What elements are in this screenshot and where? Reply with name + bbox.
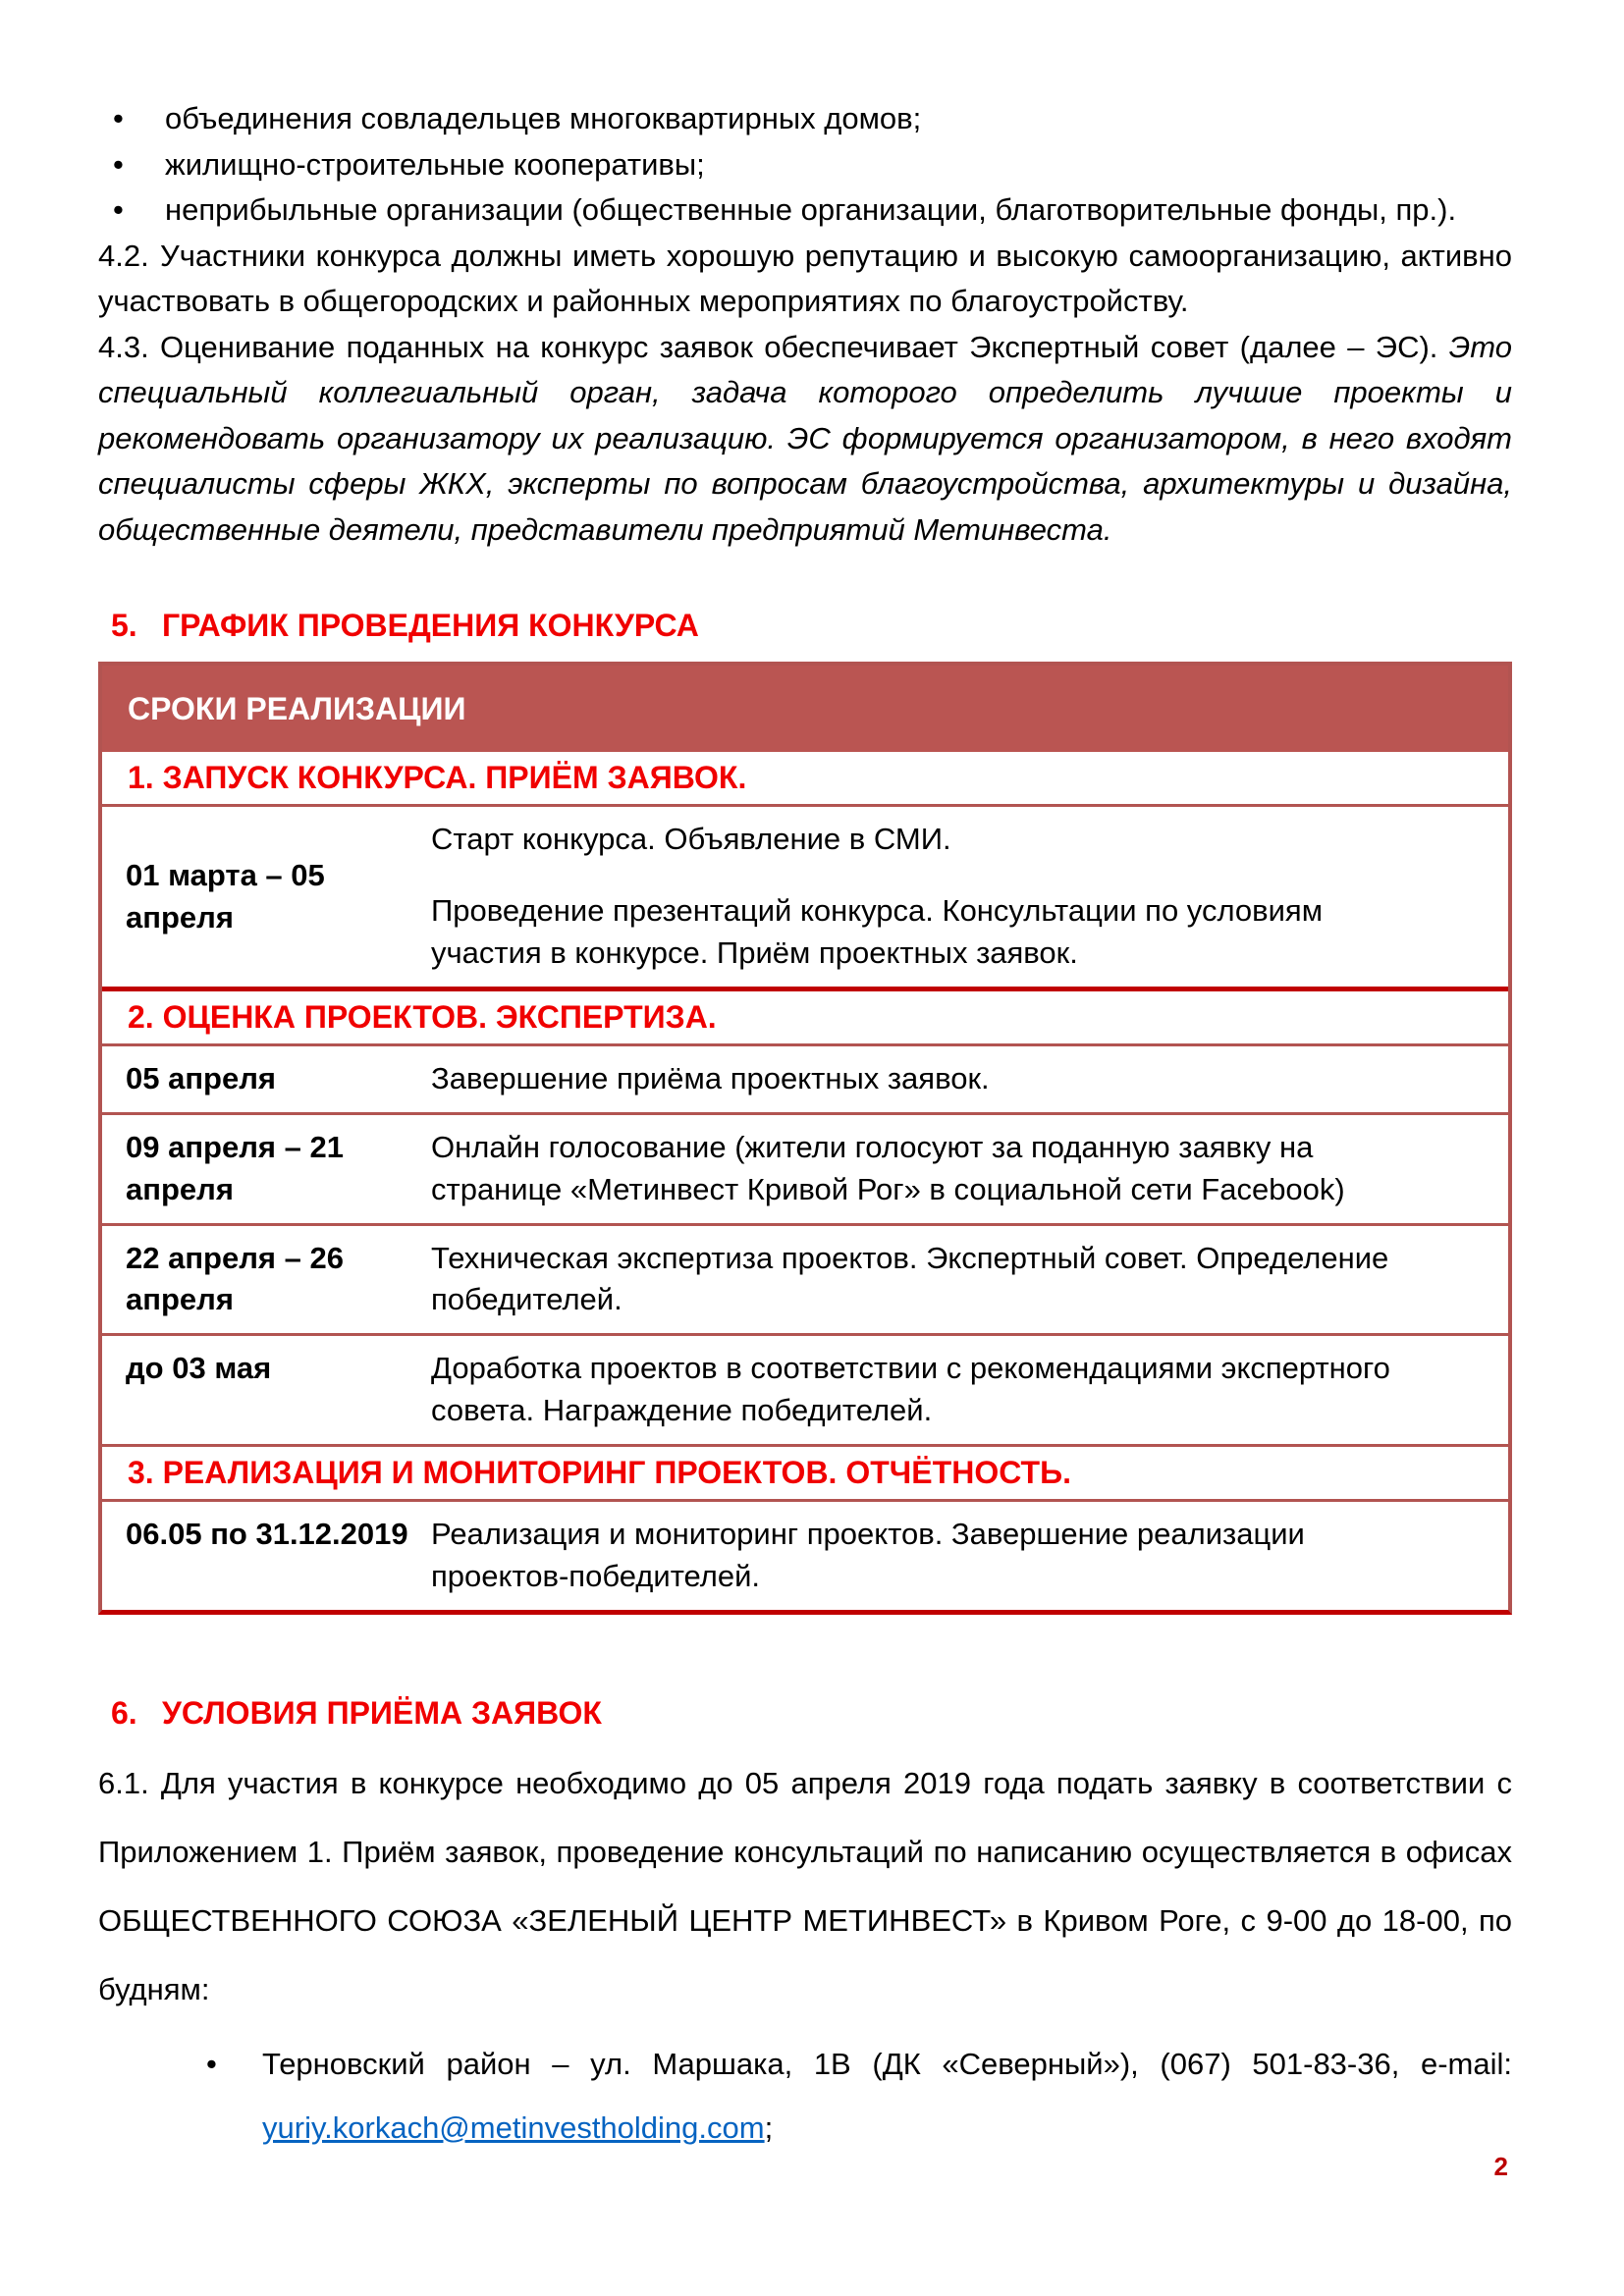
table-cell-text: Завершение приёма проектных заявок.: [431, 1061, 990, 1096]
table-section-label: 2. ОЦЕНКА ПРОЕКТОВ. ЭКСПЕРТИЗА.: [128, 998, 717, 1035]
list-item: [98, 96, 1512, 142]
paragraph-italic-text: Это специальный коллегиальный орган, задача которого определить лучшие проекты и рекомендовать организатору их реализацию. ЭС формируется организатором, в него входят специалисты сферы ЖКХ, эксперты по вопросам благоустройства, архитектуры и дизайна, общественные деятели, представители предприятий Метинвеста.: [98, 329, 1512, 547]
page-number: 2: [1493, 2152, 1508, 2181]
paragraph-text: Участники конкурса должны иметь хорошую репутацию и высокую самоорганизацию, активно участвовать в общегородских и районных мероприятиях по благоустройству.: [98, 238, 1512, 318]
section-title: ГРАФИК ПРОВЕДЕНИЯ КОНКУРСА: [162, 608, 699, 643]
list-item-text: объединения совладельцев многоквартирных домов;: [165, 101, 922, 135]
eligible-participants-list: [98, 96, 1512, 234]
paragraph-4-3: [98, 325, 1512, 554]
table-description-cell: [431, 1502, 1508, 1610]
schedule-table: [98, 662, 1512, 1615]
section-5-heading: [98, 604, 1512, 648]
table-date-cell: 22 апреля – 26 апреля: [126, 1240, 344, 1317]
table-row: [102, 1043, 1508, 1112]
table-row: [102, 1499, 1508, 1610]
table-cell-text: Онлайн голосование (жители голосуют за поданную заявку на странице «Метинвест Кривой Рог» в социальной сети Facebook): [431, 1130, 1345, 1206]
paragraph-4-2: [98, 234, 1512, 325]
paragraph-number: 4.3.: [98, 329, 149, 364]
list-item: [98, 142, 1512, 188]
table-description-cell: [431, 1115, 1508, 1223]
bullet-icon: •: [113, 101, 124, 135]
table-description-cell: [431, 1336, 1508, 1444]
table-row: [102, 1112, 1508, 1223]
section-title: УСЛОВИЯ ПРИЁМА ЗАЯВОК: [162, 1694, 602, 1731]
contact-suffix: ;: [764, 2109, 774, 2145]
table-date-cell: 05 апреля: [126, 1061, 277, 1096]
table-cell-text: Техническая экспертиза проектов. Экспертный совет. Определение победителей.: [431, 1240, 1389, 1317]
paragraph-text: Оценивание поданных на конкурс заявок обеспечивает Экспертный совет (далее – ЭС).: [160, 329, 1438, 364]
table-section-row-3: [102, 1444, 1508, 1500]
table-row: [102, 1223, 1508, 1334]
table-date-cell: 06.05 по 31.12.2019: [126, 1517, 408, 1552]
table-cell-text: Доработка проектов в соответствии с рекомендациями экспертного совета. Награждение победителей.: [431, 1351, 1390, 1427]
section-number: 5.: [111, 608, 137, 643]
table-date-cell: 09 апреля – 21 апреля: [126, 1130, 344, 1206]
table-cell-text: Реализация и мониторинг проектов. Завершение реализации проектов-победителей.: [431, 1517, 1305, 1593]
table-section-row-2: [102, 987, 1508, 1044]
table-section-label: 1. ЗАПУСК КОНКУРСА. ПРИЁМ ЗАЯВОК.: [128, 759, 747, 795]
table-section-label: 3. РЕАЛИЗАЦИЯ И МОНИТОРИНГ ПРОЕКТОВ. ОТЧЁТНОСТЬ.: [128, 1454, 1071, 1490]
section-number: 6.: [111, 1694, 137, 1731]
table-cell-text: Проведение презентаций конкурса. Консультации по условиям участия в конкурсе. Приём проектных заявок.: [431, 893, 1324, 970]
bullet-icon: •: [206, 2046, 217, 2081]
paragraph-6-1: 6.1. Для участия в конкурсе необходимо до 05 апреля 2019 года подать заявку в соответствии с Приложением 1. Приём заявок, проведение консультаций по написанию осуществляется в офисах ОБЩЕСТВЕННОГО СОЮЗА «ЗЕЛЕНЫЙ ЦЕНТР МЕТИНВЕСТ» в Кривом Роге, с 9-00 до 18-00, по будням:: [98, 1765, 1512, 2006]
table-description-cell: [431, 1046, 1508, 1112]
table-description-cell: [431, 1226, 1508, 1334]
table-date-cell: до 03 мая: [126, 1351, 272, 1386]
table-cell-text: Старт конкурса. Объявление в СМИ.: [431, 822, 951, 857]
contact-text: Терновский район – ул. Маршака, 1В (ДК «Северный»), (067) 501-83-36, e-mail:: [262, 2046, 1512, 2081]
list-item-text: жилищно-строительные кооперативы;: [165, 146, 705, 182]
table-header-text: СРОКИ РЕАЛИЗАЦИИ: [128, 690, 466, 726]
contact-list: [98, 2032, 1512, 2160]
bullet-icon: •: [113, 146, 124, 182]
list-item-text: неприбыльные организации (общественные организации, благотворительные фонды, пр.).: [165, 192, 1457, 227]
list-item: [98, 187, 1512, 234]
paragraph-number: 4.2.: [98, 238, 149, 273]
section-6-heading: [98, 1691, 1512, 1735]
table-row: [102, 1333, 1508, 1444]
bullet-icon: •: [113, 192, 124, 227]
table-date-cell: 01 марта – 05 апреля: [126, 857, 325, 934]
table-section-row-1: [102, 752, 1508, 805]
table-row: [102, 804, 1508, 986]
table-description-cell: [431, 807, 1508, 986]
table-header-band: [102, 666, 1508, 752]
contact-item: [98, 2032, 1512, 2160]
email-link[interactable]: yuriy.korkach@metinvestholding.com: [262, 2109, 765, 2145]
